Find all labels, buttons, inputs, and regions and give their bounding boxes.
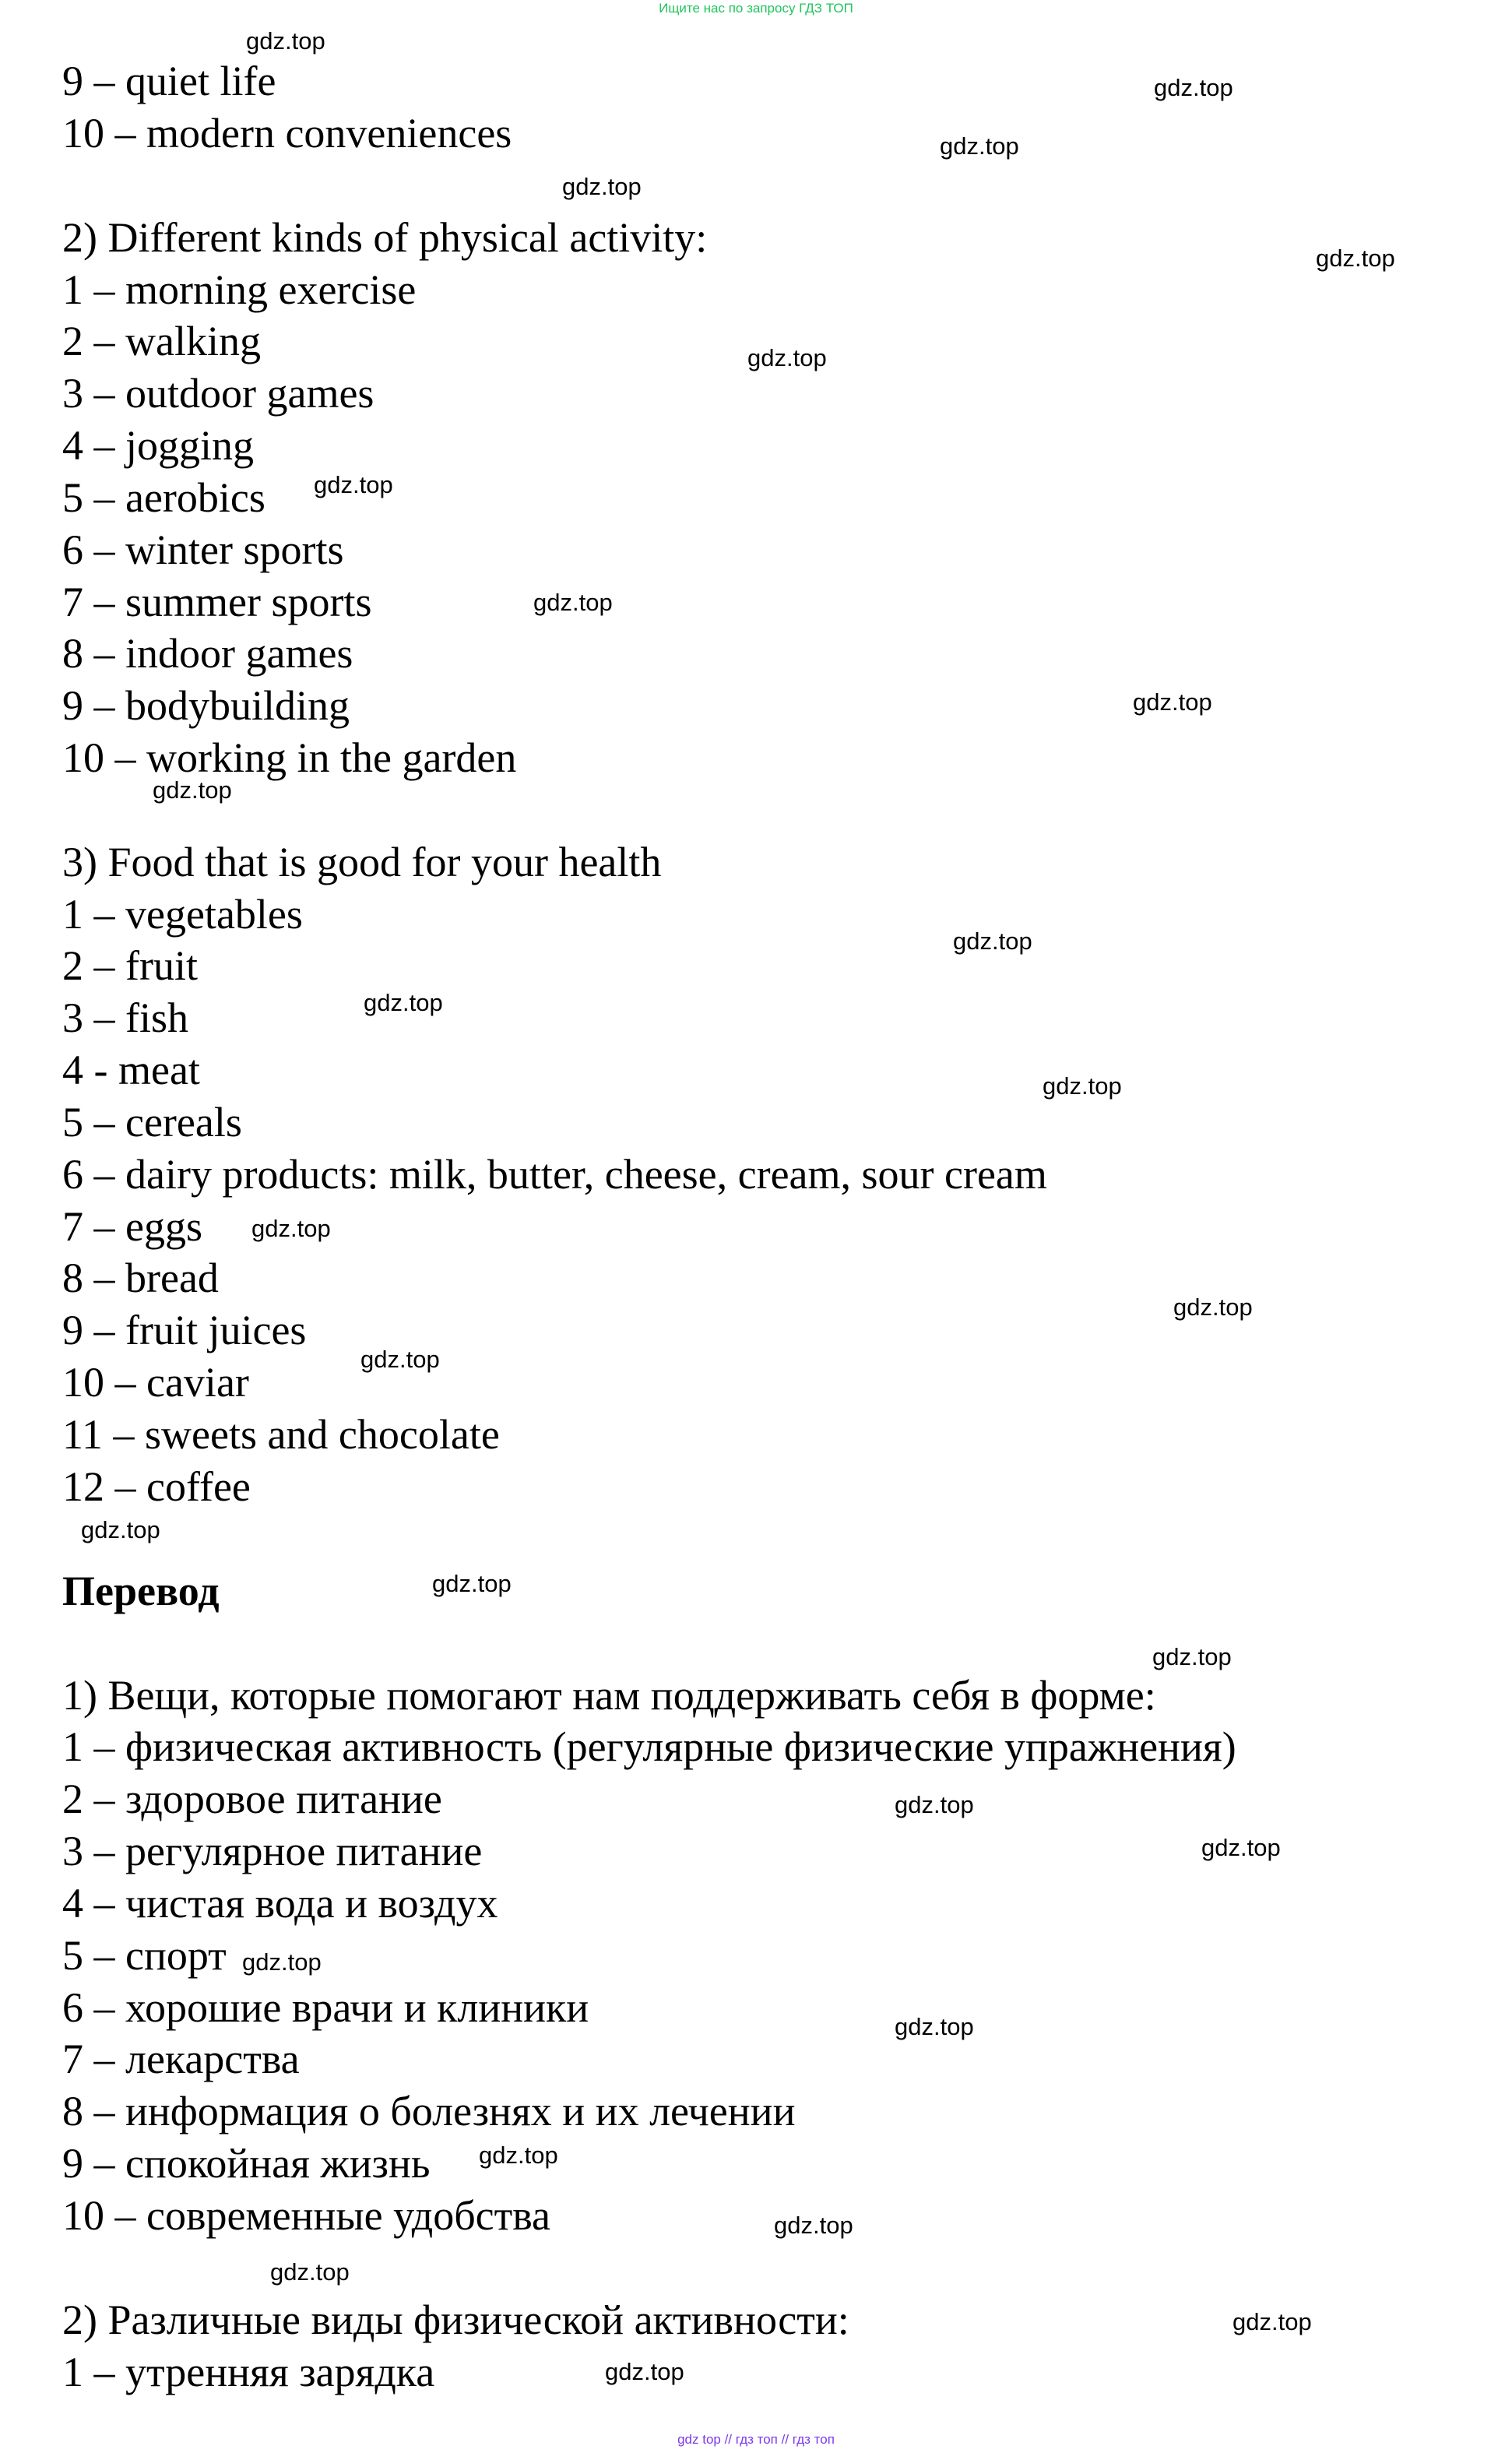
list-item: 9 – quiet life <box>62 58 276 104</box>
list-item: 10 – working in the garden <box>62 734 517 781</box>
watermark: gdz.top <box>479 2142 558 2169</box>
watermark: gdz.top <box>246 27 325 55</box>
watermark: gdz.top <box>360 1346 440 1373</box>
watermark: gdz.top <box>895 1791 974 1818</box>
watermark: gdz.top <box>940 132 1019 160</box>
watermark: gdz.top <box>953 927 1032 955</box>
list-item: 4 - meat <box>62 1047 200 1093</box>
list-item: 1 – утренняя зарядка <box>62 2349 435 2395</box>
list-item: 10 – caviar <box>62 1359 249 1406</box>
list-item: 1 – morning exercise <box>62 266 417 313</box>
watermark: gdz.top <box>747 344 827 371</box>
list-item: 12 – coffee <box>62 1463 251 1510</box>
watermark: gdz.top <box>1232 2308 1312 2335</box>
list-item: 1 – физическая активность (регулярные физические упражнения) <box>62 1723 1236 1770</box>
watermark: gdz.top <box>432 1570 512 1597</box>
section-heading: 2) Different kinds of physical activity: <box>62 214 708 261</box>
top-banner: Ищите нас по запросу ГДЗ ТОП <box>659 1 853 16</box>
list-item: 6 – dairy products: milk, butter, cheese, cream, sour cream <box>62 1151 1047 1198</box>
section-heading: 1) Вещи, которые помогают нам поддерживать себя в форме: <box>62 1672 1156 1719</box>
watermark: gdz.top <box>1043 1072 1122 1100</box>
list-item: 7 – eggs <box>62 1203 202 1250</box>
list-item: 2 – здоровое питание <box>62 1776 442 1822</box>
list-item: 1 – vegetables <box>62 891 303 938</box>
translation-heading: Перевод <box>62 1568 220 1614</box>
watermark: gdz.top <box>314 471 393 498</box>
watermark: gdz.top <box>81 1516 160 1543</box>
bottom-footer: gdz top // гдз топ // гдз топ <box>677 2432 835 2447</box>
watermark: gdz.top <box>1316 245 1395 272</box>
list-item: 6 – хорошие врачи и клиники <box>62 1984 589 2031</box>
list-item: 10 – современные удобства <box>62 2192 550 2239</box>
watermark: gdz.top <box>1201 1834 1281 1861</box>
watermark: gdz.top <box>364 989 443 1016</box>
list-item: 5 – спорт <box>62 1932 227 1979</box>
list-item: 9 – спокойная жизнь <box>62 2140 431 2187</box>
watermark: gdz.top <box>1152 1643 1232 1670</box>
watermark: gdz.top <box>774 2212 853 2239</box>
watermark: gdz.top <box>251 1215 331 1242</box>
list-item: 6 – winter sports <box>62 526 344 573</box>
watermark: gdz.top <box>270 2258 350 2286</box>
watermark: gdz.top <box>1173 1293 1253 1321</box>
list-item: 3 – outdoor games <box>62 370 374 417</box>
list-item: 4 – чистая вода и воздух <box>62 1880 498 1927</box>
watermark: gdz.top <box>895 2013 974 2040</box>
list-item: 3 – регулярное питание <box>62 1828 483 1874</box>
watermark: gdz.top <box>533 589 613 616</box>
list-item: 2 – walking <box>62 318 261 364</box>
watermark: gdz.top <box>605 2358 684 2385</box>
section-heading: 2) Различные виды физической активности: <box>62 2296 849 2343</box>
list-item: 8 – информация о болезнях и их лечении <box>62 2088 796 2134</box>
watermark: gdz.top <box>1154 74 1233 101</box>
list-item: 5 – aerobics <box>62 474 265 521</box>
watermark: gdz.top <box>562 173 642 200</box>
list-item: 10 – modern conveniences <box>62 110 512 157</box>
list-item: 5 – cereals <box>62 1099 242 1146</box>
list-item: 8 – bread <box>62 1255 219 1301</box>
list-item: 8 – indoor games <box>62 630 353 677</box>
list-item: 3 – fish <box>62 994 188 1041</box>
watermark: gdz.top <box>1133 688 1212 716</box>
section-heading: 3) Food that is good for your health <box>62 839 662 885</box>
list-item: 4 – jogging <box>62 422 255 469</box>
watermark: gdz.top <box>153 776 232 804</box>
list-item: 2 – fruit <box>62 942 198 989</box>
list-item: 7 – summer sports <box>62 579 372 625</box>
list-item: 7 – лекарства <box>62 2036 300 2082</box>
list-item: 11 – sweets and chocolate <box>62 1411 500 1458</box>
watermark: gdz.top <box>242 1948 322 1976</box>
list-item: 9 – fruit juices <box>62 1307 307 1353</box>
list-item: 9 – bodybuilding <box>62 682 350 729</box>
